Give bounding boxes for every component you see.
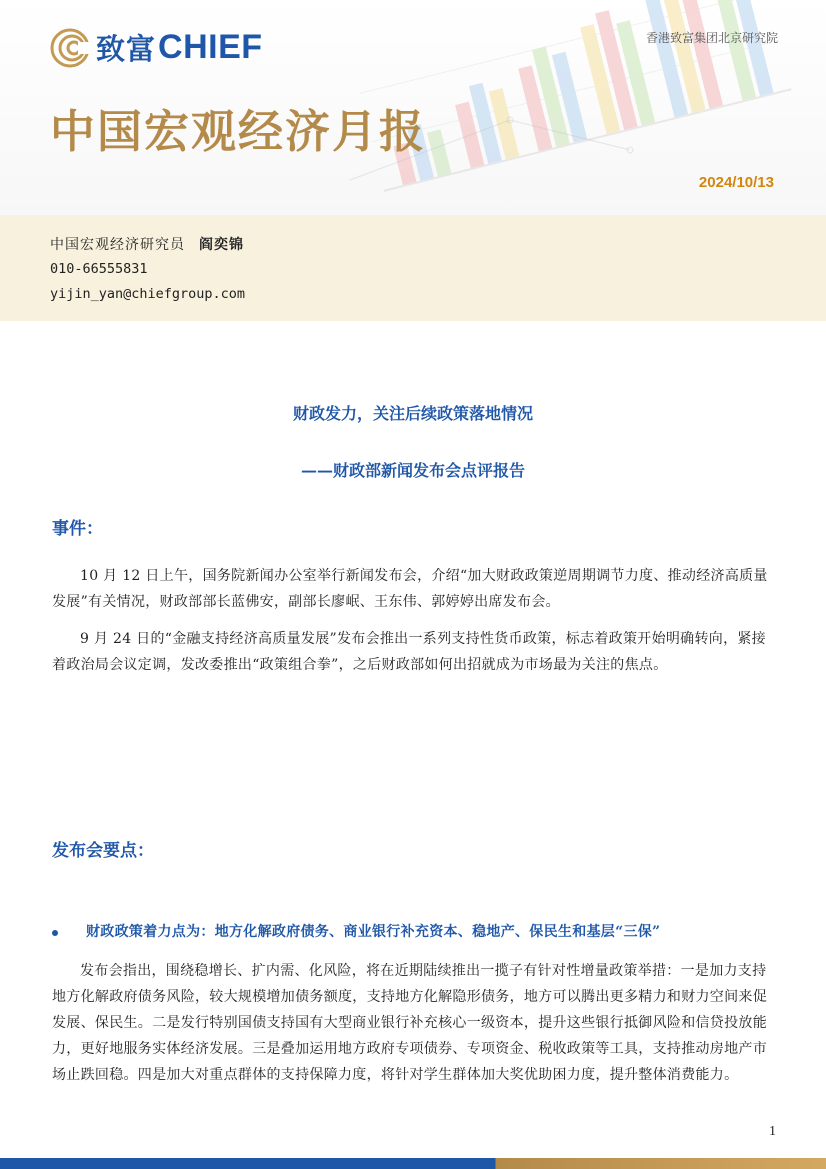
key-point-paragraph: 发布会指出，围绕稳增长、扩内需、化风险，将在近期陆续推出一揽子有针对性增量政策举措：一是加力支持地方化解政府债务风险，较大规模增加债务额度，支持地方化解隐形债务，地方可以腾出更多精力和财力空间来促发展、保民生。二是发行特别国债支持国有大型商业银行补充核心一级资本，提升这些银行抵御风险和信贷投放能力，更好地服务实体经济发展。三是叠加运用地方政府专项债券、专项资金、税收政策等工具，支持推动房地产市场止跌回稳。四是加大对重点群体的支持保障力度，将针对学生群体加大奖优助困力度，提升整体消费能力。 (52, 963, 767, 1083)
document-subtitle: ——财政部新闻发布会点评报告 (300, 461, 525, 480)
footer-color-bar (0, 1158, 826, 1169)
report-date: 2024/10/13 (698, 174, 774, 191)
company-logo (50, 27, 263, 68)
analyst-phone: 010-66555831 (50, 261, 148, 277)
key-point-bullet-text: 财政政策着力点为：地方化解政府债务、商业银行补充资本、稳地产、保民生和基层“三保” (86, 924, 661, 940)
chief-logo-icon (50, 28, 90, 68)
page-number: 1 (769, 1124, 776, 1139)
key-point-bullet (52, 921, 660, 941)
logo-english-text: CHIEF (158, 28, 263, 66)
event-paragraph-1: 10 月 12 日上午，国务院新闻办公室举行新闻发布会，介绍“加大财政政策逆周期调节力度、推动经济高质量发展”有关情况，财政部部长蓝佛安，副部长廖岷、王东伟、郭婷婷出席发布会。 (52, 568, 768, 610)
event-paragraph-2: 9 月 24 日的“金融支持经济高质量发展”发布会推出一系列支持性货币政策，标志着政策开始明确转向，紧接着政治局会议定调，发改委推出“政策组合拳”，之后财政部如何出招就成为市场最为关注的焦点。 (52, 631, 766, 673)
report-header (0, 0, 826, 215)
institute-name: 香港致富集团北京研究院 (645, 31, 778, 45)
analyst-email: yijin_yan@chiefgroup.com (50, 286, 246, 302)
bullet-icon (52, 930, 58, 936)
analyst-name: 阎奕锦 (199, 237, 244, 253)
section-heading-key-points: 发布会要点： (52, 841, 154, 861)
analyst-role-line (50, 234, 244, 254)
logo-chinese-text: 致富 (96, 32, 157, 66)
section-heading-event: 事件： (52, 519, 103, 539)
analyst-role: 中国宏观经济研究员 (50, 237, 185, 253)
document-title: 财政发力，关注后续政策落地情况 (292, 404, 533, 423)
report-title: 中国宏观经济月报 (50, 105, 427, 158)
